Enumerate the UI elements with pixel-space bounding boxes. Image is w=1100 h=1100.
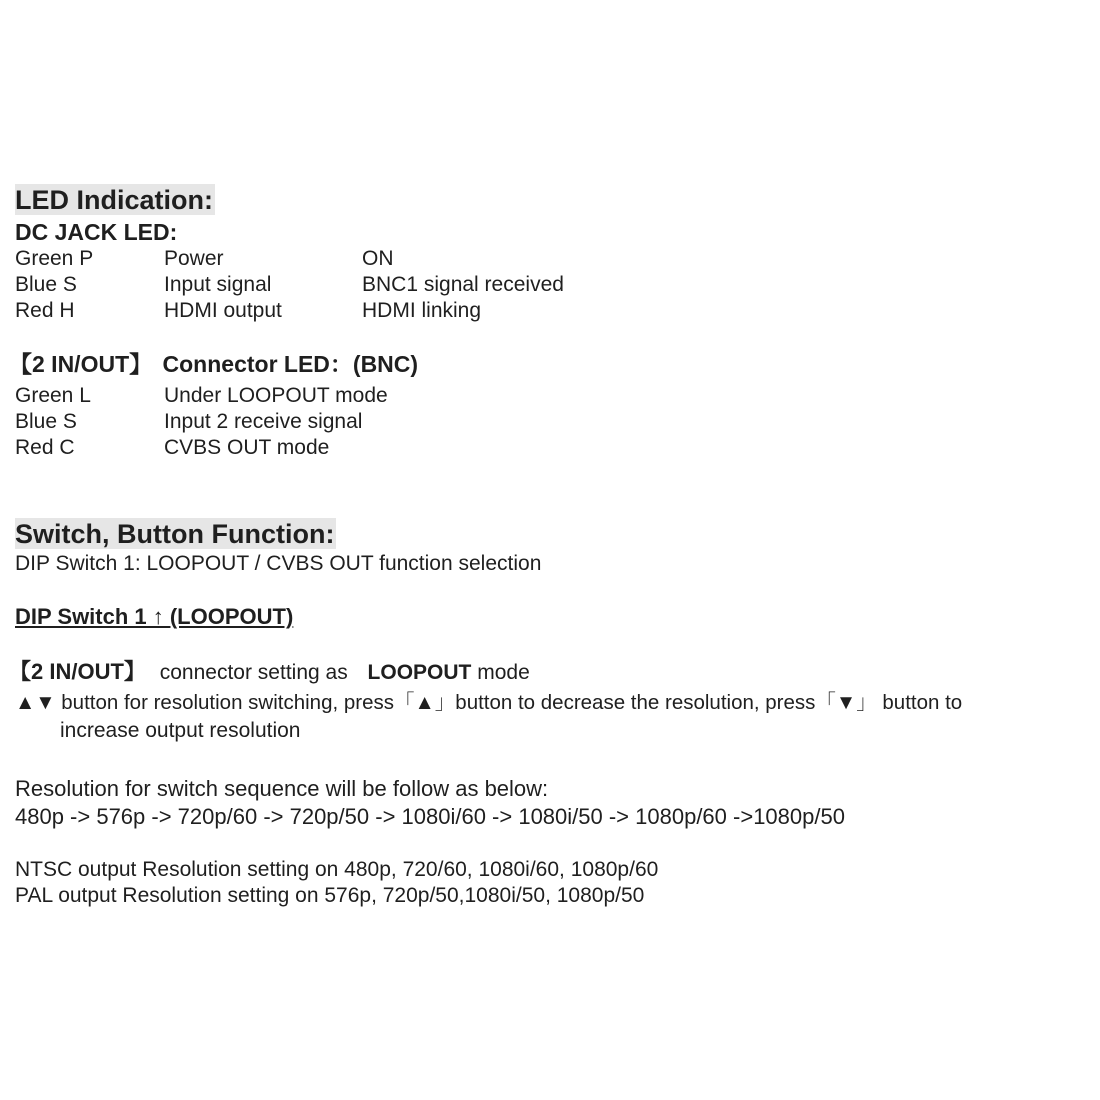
led-color: Blue S xyxy=(15,410,77,433)
connector-setting-line xyxy=(9,659,530,686)
pal-resolution-line: PAL output Resolution setting on 576p, 720p/50,1080i/50, 1080p/50 xyxy=(15,884,645,907)
led-function: Power xyxy=(164,247,224,270)
loopout-mode-label: LOOPOUT xyxy=(367,661,472,684)
connector-led-row xyxy=(15,435,715,461)
dc-jack-led-row xyxy=(15,246,715,272)
connector-led-heading xyxy=(9,351,418,377)
led-color: Blue S xyxy=(15,273,77,296)
dc-jack-led-row xyxy=(15,298,715,324)
connector-led-row xyxy=(15,383,715,409)
led-status: BNC1 signal received xyxy=(362,273,564,296)
led-description: Under LOOPOUT mode xyxy=(164,384,388,407)
led-color: Red C xyxy=(15,436,75,459)
switch-button-function-heading: Switch, Button Function: xyxy=(15,519,335,549)
dc-jack-led-heading: DC JACK LED: xyxy=(15,219,178,245)
led-function: HDMI output xyxy=(164,299,282,322)
led-color: Red H xyxy=(15,299,75,322)
button-instruction-continuation: increase output resolution xyxy=(60,719,301,742)
led-color: Green L xyxy=(15,384,91,407)
led-status: HDMI linking xyxy=(362,299,482,322)
led-color: Green P xyxy=(15,247,94,270)
connector-setting-text: connector setting as xyxy=(159,661,348,684)
sequence-intro: Resolution for switch sequence will be follow as below: xyxy=(15,776,549,801)
button-instruction-line: ▲▼ button for resolution switching, press「▲」button to decrease the resolution, press「▼」 button to xyxy=(15,691,963,714)
bracket-label: 【2 IN/OUT】 xyxy=(9,351,153,377)
dc-jack-led-row xyxy=(15,272,715,298)
connector-led-title: Connector LED：(BNC) xyxy=(162,351,419,377)
dip-switch-loopout-heading: DIP Switch 1 ↑ (LOOPOUT) xyxy=(15,604,294,629)
ntsc-resolution-line: NTSC output Resolution setting on 480p, 720/60, 1080i/60, 1080p/60 xyxy=(15,858,659,881)
led-function: Input signal xyxy=(164,273,272,296)
mode-text: mode xyxy=(477,661,530,684)
led-description: CVBS OUT mode xyxy=(164,436,330,459)
dip-switch-description: DIP Switch 1: LOOPOUT / CVBS OUT function selection xyxy=(15,552,542,575)
led-description: Input 2 receive signal xyxy=(164,410,363,433)
connector-led-row xyxy=(15,409,715,435)
resolution-sequence: 480p -> 576p -> 720p/60 -> 720p/50 -> 1080i/60 -> 1080i/50 -> 1080p/60 ->1080p/50 xyxy=(15,804,845,829)
led-status: ON xyxy=(362,247,394,270)
led-indication-heading: LED Indication: xyxy=(15,185,213,215)
bracket-label: 【2 IN/OUT】 xyxy=(9,659,146,684)
